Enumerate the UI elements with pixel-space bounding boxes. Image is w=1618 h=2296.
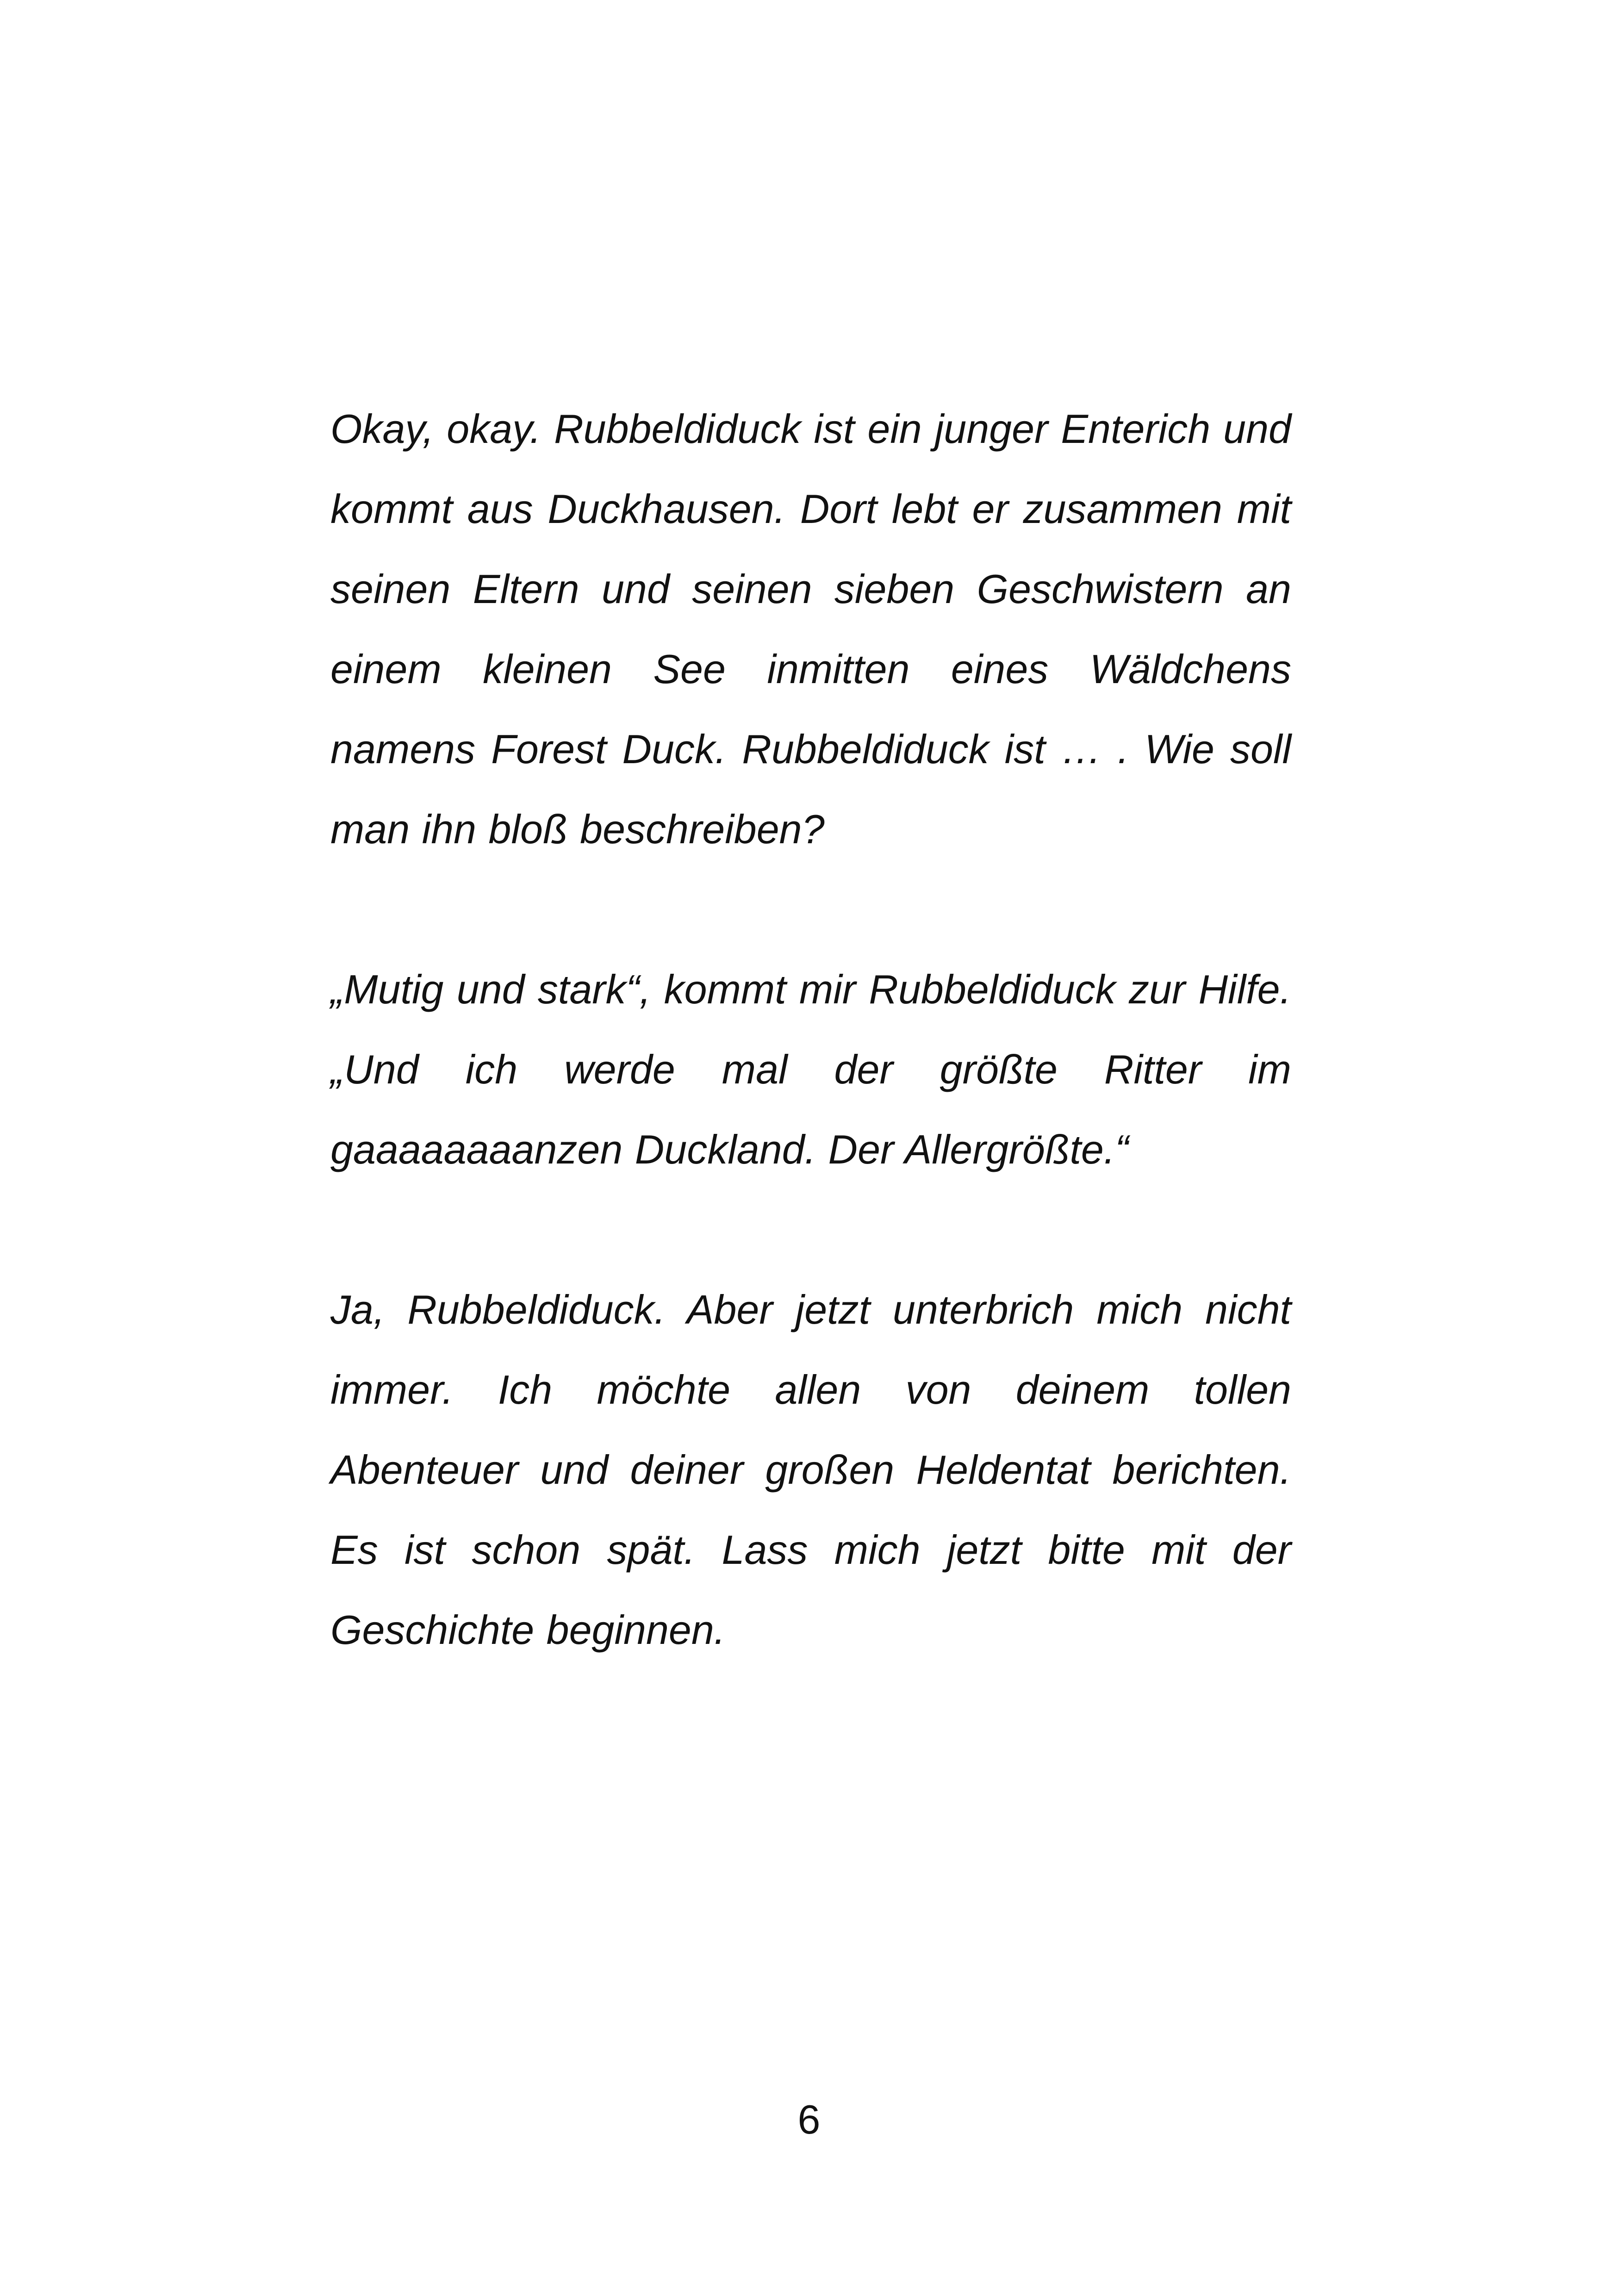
- body-text: [330, 389, 1291, 1670]
- paragraph-3: Ja, Rubbeldiduck. Aber jetzt unterbrich mich nicht immer. Ich möchte allen von deinem tollen Abenteuer und deiner großen Heldentat berichten. Es ist schon spät. Lass mich jetzt bitte mit der Geschichte beginnen.: [330, 1287, 1291, 1653]
- page-number: 6: [797, 2097, 821, 2142]
- paragraph-1: Okay, okay. Rubbeldiduck ist ein junger Enterich und kommt aus Duckhausen. Dort lebt er zusammen mit seinen Eltern und seinen sieben Geschwistern an einem kleinen See inmitten eines Wäldchens namens Forest Duck. Rubbeldiduck ist … . Wie soll man ihn bloß beschreiben?: [330, 406, 1291, 852]
- paragraph-2: „Mutig und stark“, kommt mir Rubbeldiduck zur Hilfe. „Und ich werde mal der größte Ritter im gaaaaaaaanzen Duckland. Der Allergrößte.“: [330, 966, 1291, 1172]
